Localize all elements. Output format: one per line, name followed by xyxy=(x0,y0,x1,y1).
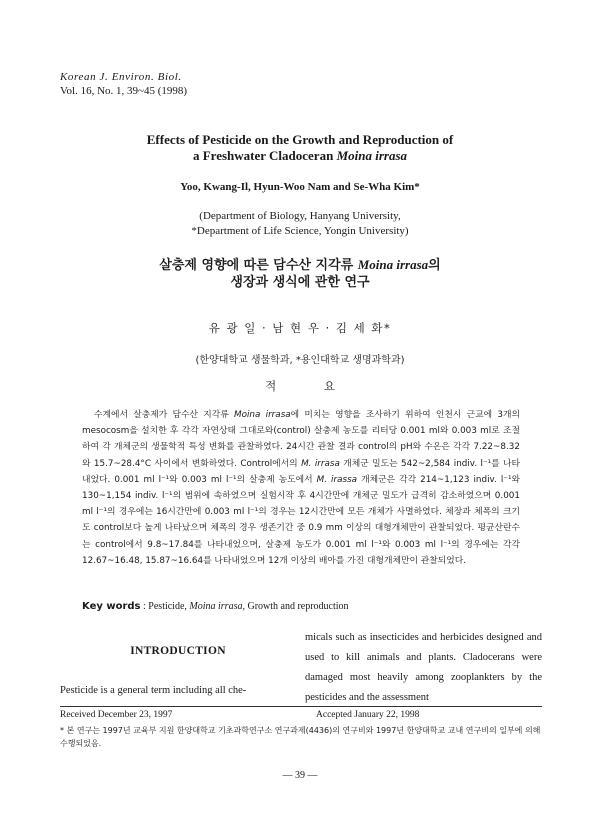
abstract-text: 개체군은 각각 214~1,123 indiv. l⁻¹와 130~1,154 indiv. l⁻¹의 범위에 속하였으며 실험시작 후 4시간만에 개체군 밀도가 급격히 감소하였으며 0.001 ml l⁻¹의 경우에는 16시간만에 0.003 ml l⁻¹의 경우는 12시간만에 모든 개체가 사멸하였다. 체장과 체폭의 크기도 control보다 높게 나타났으며 체폭의 경우 생존기간 중 0.9 mm 이상의 대형개체만이 관찰되었다. 평균산란수는 control에서 9.8~17.84를 나타내었으며, 살충제 농도가 0.001 ml l⁻¹와 0.003 ml l⁻¹의 경우에는 각각 12.67~16.48, 15.87~16.64를 나타내었으며 12개 이상의 배아를 가진 대형개체만이 관찰되었다. xyxy=(82,474,520,566)
title-korean-text: 살충제 영향에 따른 담수산 지각류 xyxy=(159,258,358,273)
affiliations-english xyxy=(0,209,600,239)
funding-footnote: * 본 연구는 1997년 교육부 지원 한양대학교 기초과학연구소 연구과제(4436)의 연구비와 1997년 한양대학교 교내 연구비의 일부에 의해 수행되었음. xyxy=(60,726,541,748)
title-english-line1: Effects of Pesticide on the Growth and Reproduction of xyxy=(146,132,454,147)
introduction-text-left: Pesticide is a general term including all che- xyxy=(60,685,247,696)
journal-citation xyxy=(60,70,187,98)
keyword: Pesticide, xyxy=(148,601,190,612)
authors-korean: 유 광 일 · 남 현 우 · 김 세 화* xyxy=(208,321,392,335)
keywords-separator: : xyxy=(140,601,149,612)
keyword-species: Moina irrasa xyxy=(189,601,243,612)
title-english-line2-text: a Freshwater Cladoceran xyxy=(192,148,337,163)
abstract-korean xyxy=(82,407,520,569)
keywords xyxy=(82,601,349,612)
introduction-text-right: micals such as insecticides and herbicides designed and used to kill animals and plants. Cladocerans were damaged most heavily among zooplankters by the pesticides and the assessment xyxy=(305,632,542,703)
affiliations-korean: (한양대학교 생물학과, *용인대학교 생명과학과) xyxy=(195,355,405,366)
page-number: — 39 — xyxy=(282,770,318,781)
title-english-line2 xyxy=(0,148,600,164)
abstract-text: 개체군 밀도는 542~2,584 indiv. l⁻¹를 나타내었다. 0.001 ml l⁻¹와 0.003 ml l⁻¹의 살충제 농도에서 xyxy=(82,458,520,485)
abstract-text: 수계에서 살충제가 담수산 지각류 xyxy=(94,410,234,420)
species-name: Moina irrasa xyxy=(233,410,291,420)
title-korean-suffix: 의 xyxy=(428,258,441,273)
journal-volume: Vol. 16, No. 1, 39~45 (1998) xyxy=(60,85,188,97)
title-korean-line2: 생장과 생식에 관한 연구 xyxy=(230,275,370,290)
keywords-label: Key words xyxy=(82,601,141,612)
journal-name: Korean J. Environ. Biol. xyxy=(60,71,182,83)
keyword: , Growth and reproduction xyxy=(242,601,349,612)
abstract-text: 에 미치는 영향을 조사하기 위하여 인천시 근교에 3개의 mesocosm을 설치한 후 각각 자연상태 그대로와(control) 살충제 농도를 리터당 0.001 ml와 0.003 ml로 조절하여 각 개체군의 생물학적 특성 변화를 관찰하였다. 24시간 관찰 결과 control의 pH와 수온은 각각 7.22~8.32와 15.7~28.4°C 사이에서 변화하였다. Control에서의 xyxy=(82,410,520,469)
title-korean-line1 xyxy=(0,256,600,274)
column-left xyxy=(60,628,296,700)
species-name: Moina irrasa xyxy=(336,148,408,163)
footer-divider xyxy=(60,706,542,707)
abstract-heading: 적 요 xyxy=(265,379,357,393)
species-name: Moina irrasa xyxy=(357,257,429,272)
affiliation-line1: (Department of Biology, Hanyang University, xyxy=(199,210,401,222)
affiliation-line2: *Department of Life Science, Yongin University) xyxy=(191,225,409,237)
introduction-heading: INTRODUCTION xyxy=(130,645,226,657)
species-name: M. irrasa xyxy=(301,458,340,469)
authors-english: Yoo, Kwang-Il, Hyun-Woo Nam and Se-Wha Kim* xyxy=(180,181,420,193)
received-date: Received December 23, 1997 xyxy=(60,710,173,720)
accepted-date: Accepted January 22, 1998 xyxy=(316,710,420,720)
species-name: M. irassa xyxy=(316,474,358,485)
title-korean xyxy=(0,256,600,291)
title-english xyxy=(0,132,600,164)
